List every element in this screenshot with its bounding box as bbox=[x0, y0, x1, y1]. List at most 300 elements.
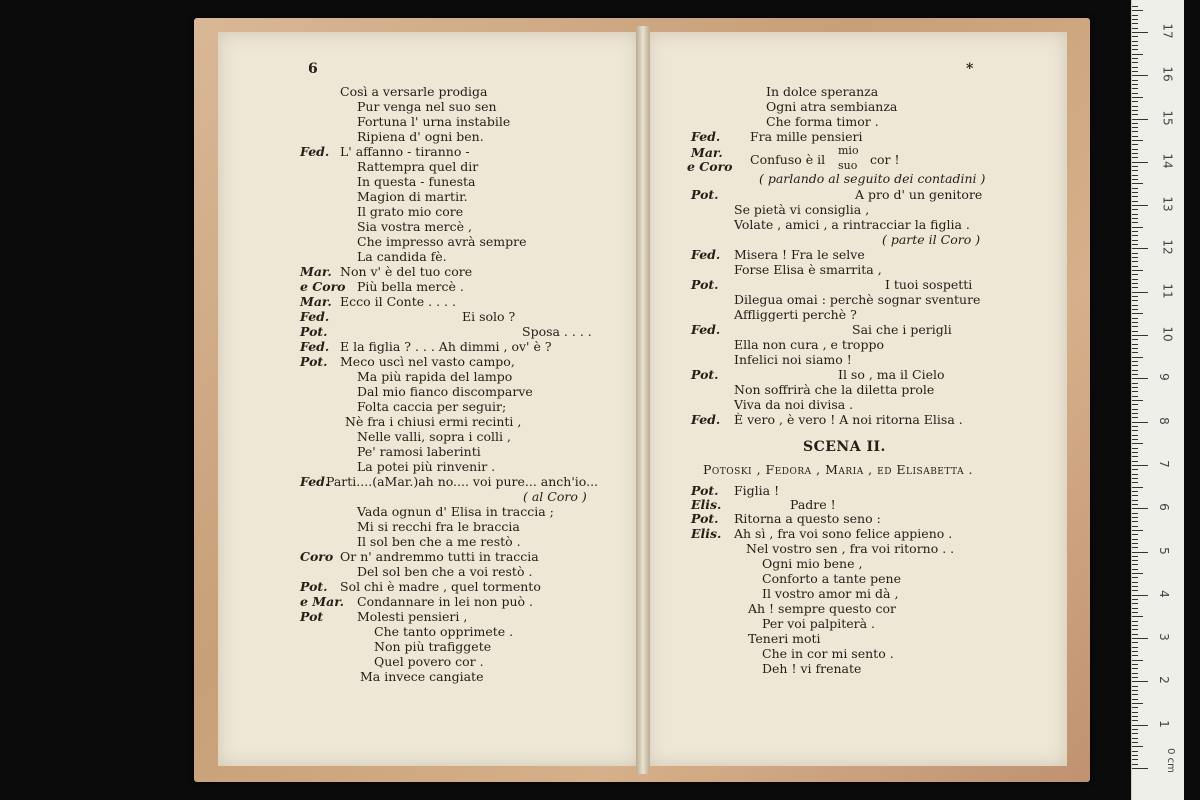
ruler-number: 13 bbox=[1160, 196, 1175, 212]
ruler-tick bbox=[1132, 331, 1138, 332]
verse-line: Il grato mio core bbox=[357, 204, 464, 219]
ruler-tick bbox=[1132, 322, 1138, 323]
speaker-label: Pot. bbox=[691, 483, 719, 498]
ruler-tick bbox=[1132, 41, 1138, 42]
verse-line: Pur venga nel suo sen bbox=[357, 99, 497, 114]
ruler-tick bbox=[1132, 270, 1143, 271]
ruler-tick bbox=[1132, 500, 1138, 501]
verse-line: Pe' ramosi laberinti bbox=[357, 444, 481, 459]
verse-line: Mi si recchi fra le braccia bbox=[357, 519, 520, 534]
ruler-tick bbox=[1132, 409, 1138, 410]
ruler-tick bbox=[1132, 634, 1138, 635]
ruler-tick bbox=[1132, 110, 1138, 111]
stage-direction: ( parte il Coro ) bbox=[882, 232, 981, 247]
ruler-tick bbox=[1132, 716, 1138, 717]
ruler-tick bbox=[1132, 660, 1143, 661]
ruler-tick bbox=[1132, 214, 1138, 215]
verse-line: Meco uscì nel vasto campo, bbox=[340, 354, 515, 369]
ruler-number: 5 bbox=[1156, 546, 1171, 555]
ruler-tick bbox=[1132, 413, 1138, 414]
ruler-tick bbox=[1132, 681, 1148, 682]
ruler-number: 3 bbox=[1156, 633, 1171, 641]
ruler-tick bbox=[1132, 365, 1138, 366]
ruler-tick bbox=[1132, 196, 1138, 197]
ruler-tick bbox=[1132, 478, 1138, 479]
speaker-label: Fed. bbox=[691, 247, 721, 262]
ruler-tick bbox=[1132, 153, 1138, 154]
ruler-tick bbox=[1132, 84, 1138, 85]
ruler-tick bbox=[1132, 642, 1138, 643]
ruler-tick bbox=[1132, 404, 1138, 405]
verse-line: Che tanto opprimete . bbox=[374, 624, 514, 639]
ruler-tick bbox=[1132, 396, 1138, 397]
ruler-tick bbox=[1132, 357, 1143, 358]
ruler-tick bbox=[1132, 326, 1138, 327]
verse-line: Affliggerti perchè ? bbox=[734, 307, 857, 322]
speaker-label: Fed. bbox=[691, 322, 721, 337]
ruler-tick bbox=[1132, 205, 1148, 206]
ruler-tick bbox=[1132, 157, 1138, 158]
ruler-tick bbox=[1132, 339, 1138, 340]
verse-line: Ah ! sempre questo cor bbox=[748, 601, 896, 616]
ruler-tick bbox=[1132, 694, 1138, 695]
verse-line: È vero , è vero ! A noi ritorna Elisa . bbox=[734, 412, 963, 427]
verse-line: Ogni atra sembianza bbox=[766, 99, 898, 114]
ruler-tick bbox=[1132, 569, 1138, 570]
ruler-tick bbox=[1132, 552, 1148, 553]
ruler-number: 6 bbox=[1156, 503, 1171, 512]
ruler-tick bbox=[1132, 461, 1138, 462]
ruler-tick bbox=[1132, 248, 1148, 249]
speaker-label: Pot. bbox=[300, 324, 328, 339]
ruler-tick bbox=[1132, 673, 1138, 674]
verse-line: Non soffrirà che la diletta prole bbox=[734, 382, 935, 397]
ruler-tick bbox=[1132, 391, 1138, 392]
ruler-tick bbox=[1132, 725, 1148, 726]
ruler-number: 10 bbox=[1160, 326, 1175, 342]
ruler-number: 17 bbox=[1160, 23, 1175, 39]
ruler-tick bbox=[1132, 733, 1138, 734]
ruler-tick bbox=[1132, 448, 1138, 449]
verse-line: Condannare in lei non può . bbox=[357, 594, 534, 609]
ruler-tick bbox=[1132, 629, 1138, 630]
ruler-number: 16 bbox=[1160, 66, 1175, 82]
ruler-tick bbox=[1132, 573, 1143, 574]
speaker-label: Pot. bbox=[691, 187, 719, 202]
ruler-tick bbox=[1132, 677, 1138, 678]
ruler-tick bbox=[1132, 140, 1143, 141]
ruler-tick bbox=[1132, 746, 1143, 747]
speaker-label: Mar. bbox=[300, 264, 332, 279]
ruler-tick bbox=[1132, 222, 1138, 223]
ruler-tick bbox=[1132, 49, 1138, 50]
verse-line: Ella non cura , e troppo bbox=[734, 337, 884, 352]
ruler-tick bbox=[1132, 465, 1148, 466]
verse-line: Così a versarle prodiga bbox=[340, 84, 488, 99]
ruler-tick bbox=[1132, 690, 1138, 691]
ruler-unit-label: 0 cm bbox=[1164, 748, 1176, 773]
ruler-tick bbox=[1132, 430, 1138, 431]
verse-line: In dolce speranza bbox=[766, 84, 879, 99]
speaker-label: Fed. bbox=[300, 474, 330, 489]
verse-line: Non v' è del tuo core bbox=[340, 264, 473, 279]
ruler-tick bbox=[1132, 616, 1143, 617]
ruler-tick bbox=[1132, 175, 1138, 176]
ruler-tick bbox=[1132, 352, 1138, 353]
ruler-tick bbox=[1132, 309, 1138, 310]
ruler-tick bbox=[1132, 318, 1138, 319]
verse-line: Forse Elisa è smarrita , bbox=[734, 262, 882, 277]
ruler-tick bbox=[1132, 556, 1138, 557]
verse-line: Ecco il Conte . . . . bbox=[340, 294, 456, 309]
ruler-tick bbox=[1132, 712, 1138, 713]
scene-characters: Potoski , Fedora , Maria , ed Elisabetta . bbox=[703, 462, 974, 477]
ruler-tick bbox=[1132, 227, 1143, 228]
ruler-tick bbox=[1132, 244, 1138, 245]
ruler-tick bbox=[1132, 456, 1138, 457]
ruler-tick bbox=[1132, 188, 1138, 189]
ruler-tick bbox=[1132, 699, 1138, 700]
ruler-tick bbox=[1132, 621, 1138, 622]
verse-line: Non più trafiggete bbox=[374, 639, 492, 654]
stage-direction: ( al Coro ) bbox=[523, 489, 587, 504]
ruler-tick bbox=[1132, 651, 1138, 652]
verse-line: Confuso è il bbox=[750, 152, 826, 167]
verse-line: Il vostro amor mi dà , bbox=[762, 586, 899, 601]
ruler-number: 12 bbox=[1160, 239, 1175, 256]
ruler-tick bbox=[1132, 504, 1138, 505]
ruler-tick bbox=[1132, 253, 1138, 254]
ruler-number: 8 bbox=[1156, 416, 1171, 425]
verse-line: Ma più rapida del lampo bbox=[357, 369, 513, 384]
ruler-tick bbox=[1132, 738, 1138, 739]
ruler-tick bbox=[1132, 361, 1138, 362]
speaker-label: Pot. bbox=[300, 579, 328, 594]
speaker-label: Fed. bbox=[300, 309, 330, 324]
speaker-label: Fed. bbox=[691, 412, 721, 427]
ruler-tick bbox=[1132, 595, 1148, 596]
speaker-label: Pot. bbox=[691, 367, 719, 382]
ruler-tick bbox=[1132, 36, 1138, 37]
ruler-tick bbox=[1132, 300, 1138, 301]
ruler-tick bbox=[1132, 608, 1138, 609]
page-number: 6 bbox=[308, 61, 318, 77]
ruler-tick bbox=[1132, 6, 1138, 7]
ruler-tick bbox=[1132, 45, 1138, 46]
ruler-tick bbox=[1132, 491, 1138, 492]
ruler-tick bbox=[1132, 668, 1138, 669]
ruler-tick bbox=[1132, 166, 1138, 167]
ruler-tick bbox=[1132, 93, 1138, 94]
ruler-tick bbox=[1132, 647, 1138, 648]
verse-line: I tuoi sospetti bbox=[885, 277, 973, 292]
verse-line: Che in cor mi sento . bbox=[762, 646, 894, 661]
verse-line: Dilegua omai : perchè sognar sventure bbox=[734, 292, 981, 307]
speaker-label: Coro bbox=[300, 549, 334, 564]
ruler-tick bbox=[1132, 28, 1138, 29]
ruler-tick bbox=[1132, 266, 1138, 267]
ruler-tick bbox=[1132, 23, 1138, 24]
scene-title: SCENA II. bbox=[803, 439, 886, 455]
ruler-tick bbox=[1132, 32, 1148, 33]
ruler-tick bbox=[1132, 54, 1143, 55]
verse-line: Ei solo ? bbox=[462, 309, 516, 324]
speaker-label: Pot. bbox=[691, 511, 719, 526]
ruler-tick bbox=[1132, 201, 1138, 202]
ruler-tick bbox=[1132, 292, 1148, 293]
ruler-tick bbox=[1132, 543, 1138, 544]
speaker-label: e Coro bbox=[687, 159, 733, 174]
ruler-tick bbox=[1132, 539, 1138, 540]
ruler-tick bbox=[1132, 209, 1138, 210]
ruler-tick bbox=[1132, 612, 1138, 613]
ruler-tick bbox=[1132, 759, 1138, 760]
ruler-tick bbox=[1132, 370, 1138, 371]
ruler-tick bbox=[1132, 335, 1148, 336]
verse-line: Sposa . . . . bbox=[522, 324, 592, 339]
verse-line: Or n' andremmo tutti in traccia bbox=[340, 549, 539, 564]
verse-variant-top: mio bbox=[838, 144, 859, 157]
ruler-tick bbox=[1132, 426, 1138, 427]
ruler-tick bbox=[1132, 482, 1138, 483]
ruler-tick bbox=[1132, 235, 1138, 236]
speaker-label: e Coro bbox=[300, 279, 346, 294]
ruler-tick bbox=[1132, 149, 1138, 150]
verse-variant-bottom: suo bbox=[838, 159, 858, 172]
verse-line: Ah sì , fra voi sono felice appieno . bbox=[734, 526, 953, 541]
ruler-tick bbox=[1132, 374, 1138, 375]
verse-line: Ogni mio bene , bbox=[762, 556, 863, 571]
verse-line: Volate , amici , a rintracciar la figlia . bbox=[734, 217, 970, 232]
ruler-tick bbox=[1132, 88, 1138, 89]
speaker-label: Fed. bbox=[300, 144, 330, 159]
ruler-tick bbox=[1132, 106, 1138, 107]
stage-direction: ( parlando al seguito dei contadini ) bbox=[759, 171, 986, 186]
ruler-tick bbox=[1132, 655, 1138, 656]
ruler-tick bbox=[1132, 15, 1138, 16]
verse-line: Viva da noi divisa . bbox=[734, 397, 854, 412]
book-gutter bbox=[636, 26, 650, 774]
ruler-tick bbox=[1132, 240, 1138, 241]
ruler-tick bbox=[1132, 729, 1138, 730]
verse-line: Figlia ! bbox=[734, 483, 780, 498]
verse-line: Quel povero cor . bbox=[374, 654, 484, 669]
verse-line: E la figlia ? . . . Ah dimmi , ov' è ? bbox=[340, 339, 552, 354]
verse-line: In questa - funesta bbox=[357, 174, 476, 189]
ruler-tick bbox=[1132, 127, 1138, 128]
verse-line: Deh ! vi frenate bbox=[762, 661, 862, 676]
ruler-tick bbox=[1132, 599, 1138, 600]
ruler-tick bbox=[1132, 452, 1138, 453]
verse-line: Magion di martir. bbox=[357, 189, 468, 204]
verse-line: Che forma timor . bbox=[766, 114, 879, 129]
ruler-tick bbox=[1132, 638, 1148, 639]
ruler-tick bbox=[1132, 526, 1138, 527]
speaker-label: Pot bbox=[300, 609, 324, 624]
ruler-tick bbox=[1132, 192, 1138, 193]
ruler-tick bbox=[1132, 218, 1138, 219]
ruler-tick bbox=[1132, 62, 1138, 63]
ruler-tick bbox=[1132, 131, 1138, 132]
ruler-tick bbox=[1132, 513, 1138, 514]
verse-line: Se pietà vi consiglia , bbox=[734, 202, 870, 217]
ruler-tick bbox=[1132, 296, 1138, 297]
ruler-tick bbox=[1132, 71, 1138, 72]
ruler-tick bbox=[1132, 344, 1138, 345]
ruler-tick bbox=[1132, 469, 1138, 470]
ruler-tick bbox=[1132, 58, 1138, 59]
speaker-label: Fed. bbox=[300, 339, 330, 354]
ruler-tick bbox=[1132, 383, 1138, 384]
speaker-label: Pot. bbox=[691, 277, 719, 292]
verse-line: Per voi palpiterà . bbox=[762, 616, 876, 631]
verse-line: Nelle valli, sopra i colli , bbox=[357, 429, 511, 444]
speaker-label: Fed. bbox=[691, 129, 721, 144]
ruler-tick bbox=[1132, 560, 1138, 561]
ruler-number: 14 bbox=[1160, 153, 1175, 169]
verse-line: Ma invece cangiate bbox=[360, 669, 484, 684]
ruler-tick bbox=[1132, 664, 1138, 665]
ruler-tick bbox=[1132, 119, 1148, 120]
ruler-tick bbox=[1132, 495, 1138, 496]
verse-line: La potei più rinvenir . bbox=[357, 459, 496, 474]
ruler-tick bbox=[1132, 582, 1138, 583]
ruler-tick bbox=[1132, 67, 1138, 68]
verse-line: La candida fè. bbox=[357, 249, 447, 264]
verse-line: Ripiena d' ogni ben. bbox=[357, 129, 484, 144]
ruler-tick bbox=[1132, 564, 1138, 565]
speaker-label: e Mar. bbox=[300, 594, 345, 609]
speaker-label: Mar. bbox=[300, 294, 332, 309]
ruler-tick bbox=[1132, 435, 1138, 436]
speaker-label: Elis. bbox=[691, 497, 722, 512]
ruler-tick bbox=[1132, 768, 1148, 769]
ruler-tick bbox=[1132, 305, 1138, 306]
speaker-label: Elis. bbox=[691, 526, 722, 541]
ruler-tick bbox=[1132, 231, 1138, 232]
ruler-tick bbox=[1132, 378, 1148, 379]
ruler-tick bbox=[1132, 603, 1138, 604]
ruler-tick bbox=[1132, 534, 1138, 535]
ruler-tick bbox=[1132, 257, 1138, 258]
ruler-tick bbox=[1132, 261, 1138, 262]
verse-line: Teneri moti bbox=[748, 631, 821, 646]
ruler-tick bbox=[1132, 144, 1138, 145]
verse-line: cor ! bbox=[870, 152, 900, 167]
ruler-tick bbox=[1132, 751, 1138, 752]
ruler-tick bbox=[1132, 274, 1138, 275]
verse-line: Del sol ben che a voi restò . bbox=[357, 564, 533, 579]
verse-line: Parti....(aMar.)ah no.... voi pure... anch'io... bbox=[326, 474, 599, 489]
ruler-tick bbox=[1132, 162, 1148, 163]
verse-line: Sia vostra mercè , bbox=[357, 219, 472, 234]
verse-line: A pro d' un genitore bbox=[855, 187, 983, 202]
ruler-tick bbox=[1132, 755, 1138, 756]
verse-line: Molesti pensieri , bbox=[357, 609, 468, 624]
speaker-label: Mar. bbox=[691, 145, 723, 160]
ruler-tick bbox=[1132, 417, 1138, 418]
verse-line: Sol chi è madre , quel tormento bbox=[340, 579, 541, 594]
page-mark: * bbox=[966, 61, 974, 77]
ruler-number: 9 bbox=[1156, 373, 1171, 382]
verse-line: Il so , ma il Cielo bbox=[838, 367, 945, 382]
speaker-label: Pot. bbox=[300, 354, 328, 369]
verse-line: Conforto a tante pene bbox=[762, 571, 901, 586]
ruler-tick bbox=[1132, 586, 1138, 587]
verse-line: Infelici noi siamo ! bbox=[734, 352, 852, 367]
ruler-tick bbox=[1132, 123, 1138, 124]
ruler-tick bbox=[1132, 590, 1138, 591]
ruler-tick bbox=[1132, 387, 1138, 388]
ruler-tick bbox=[1132, 183, 1143, 184]
ruler-tick bbox=[1132, 348, 1138, 349]
verse-line: Folta caccia per seguir; bbox=[357, 399, 507, 414]
verse-line: Fra mille pensieri bbox=[750, 129, 863, 144]
ruler-number: 1 bbox=[1156, 719, 1171, 728]
ruler-tick bbox=[1132, 80, 1138, 81]
ruler-tick bbox=[1132, 283, 1138, 284]
verse-line: Nel vostro sen , fra voi ritorno . . bbox=[746, 541, 955, 556]
verse-line: Che impresso avrà sempre bbox=[357, 234, 527, 249]
verse-line: L' affanno - tiranno - bbox=[340, 144, 470, 159]
ruler-tick bbox=[1132, 101, 1138, 102]
ruler-tick bbox=[1132, 287, 1138, 288]
ruler-tick bbox=[1132, 443, 1143, 444]
ruler-number: 4 bbox=[1156, 589, 1171, 598]
ruler-tick bbox=[1132, 400, 1143, 401]
ruler-number: 15 bbox=[1160, 109, 1175, 126]
ruler-tick bbox=[1132, 10, 1143, 11]
ruler-tick bbox=[1132, 742, 1138, 743]
ruler-tick bbox=[1132, 530, 1143, 531]
ruler-tick bbox=[1132, 547, 1138, 548]
verse-line: Fortuna l' urna instabile bbox=[357, 114, 511, 129]
verse-line: Il sol ben che a me restò . bbox=[357, 534, 521, 549]
ruler-tick bbox=[1132, 521, 1138, 522]
ruler-tick bbox=[1132, 764, 1138, 765]
ruler-tick bbox=[1132, 439, 1138, 440]
ruler-tick bbox=[1132, 487, 1143, 488]
verse-line: Più bella mercè . bbox=[357, 279, 464, 294]
ruler-tick bbox=[1132, 422, 1148, 423]
ruler-tick bbox=[1132, 313, 1143, 314]
ruler-tick bbox=[1132, 97, 1143, 98]
ruler-tick bbox=[1132, 517, 1138, 518]
ruler-tick bbox=[1132, 75, 1148, 76]
verse-line: Vada ognun d' Elisa in traccia ; bbox=[357, 504, 554, 519]
ruler-tick bbox=[1132, 474, 1138, 475]
ruler-number: 2 bbox=[1156, 676, 1171, 685]
ruler-tick bbox=[1132, 686, 1138, 687]
ruler-tick bbox=[1132, 170, 1138, 171]
verse-line: Padre ! bbox=[790, 497, 836, 512]
ruler-tick bbox=[1132, 19, 1138, 20]
verse-line: Ritorna a questo seno : bbox=[734, 511, 881, 526]
ruler-tick bbox=[1132, 577, 1138, 578]
verse-line: Misera ! Fra le selve bbox=[734, 247, 865, 262]
measurement-ruler bbox=[1131, 0, 1184, 800]
ruler-tick bbox=[1132, 703, 1143, 704]
ruler-number: 7 bbox=[1156, 460, 1171, 468]
ruler-tick bbox=[1132, 508, 1148, 509]
ruler-tick bbox=[1132, 720, 1138, 721]
verse-line: Rattempra quel dir bbox=[357, 159, 479, 174]
ruler-tick bbox=[1132, 114, 1138, 115]
ruler-number: 11 bbox=[1160, 283, 1175, 299]
ruler-tick bbox=[1132, 136, 1138, 137]
verse-line: Nè fra i chiusi ermi recinti , bbox=[345, 414, 522, 429]
ruler-tick bbox=[1132, 179, 1138, 180]
